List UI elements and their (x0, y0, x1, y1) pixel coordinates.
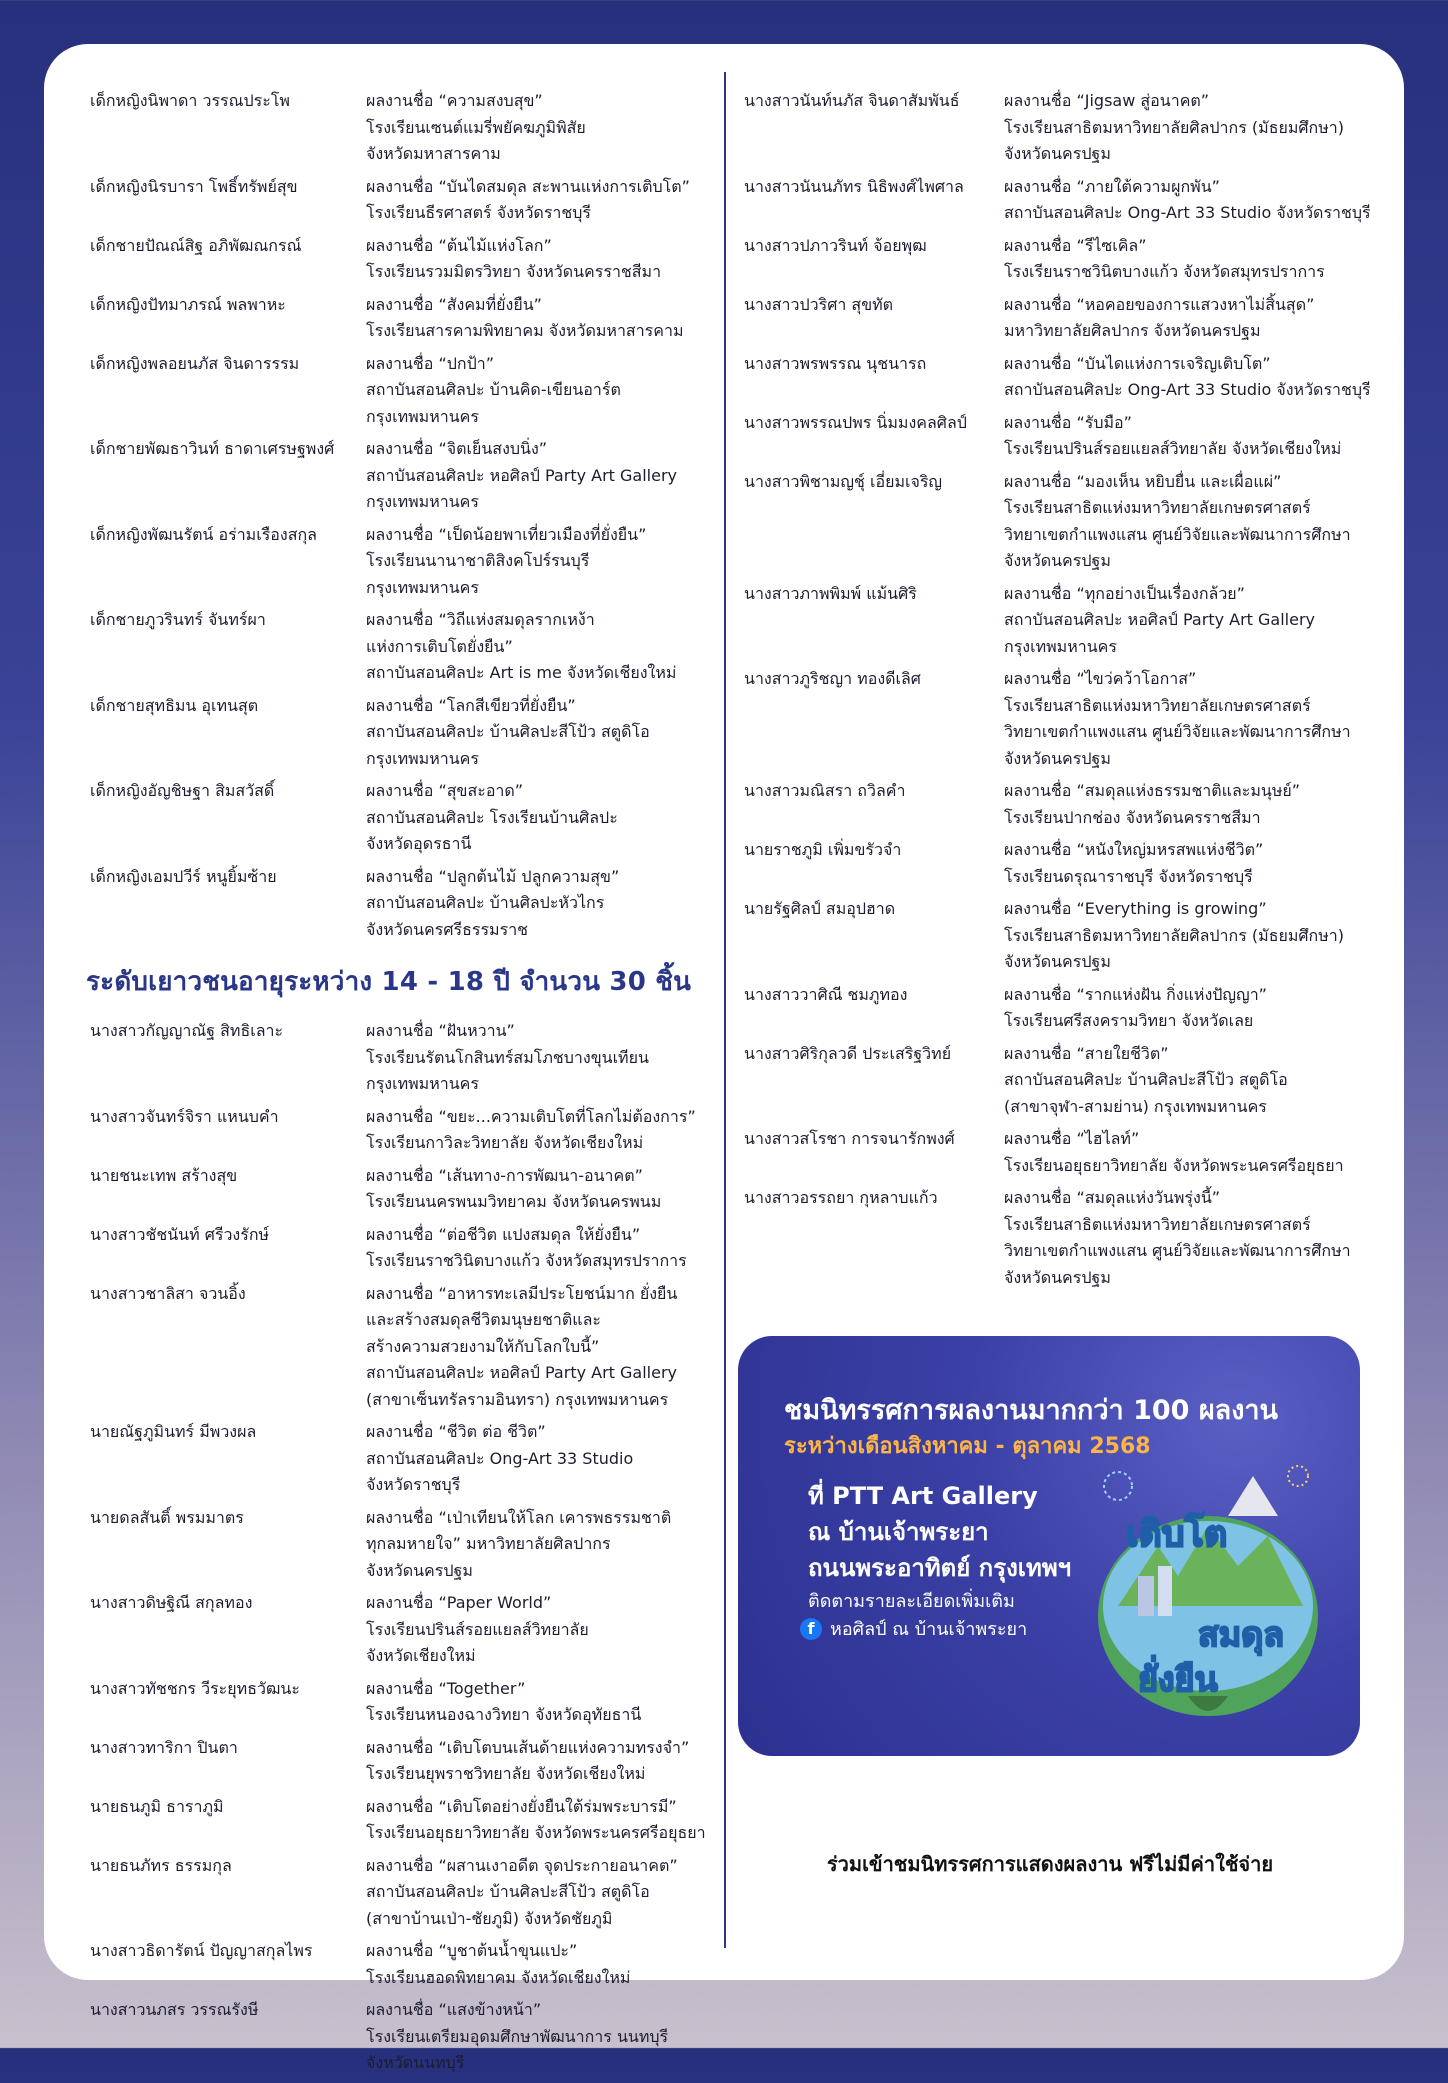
institution-line: จังหวัดนครปฐม (1004, 1267, 1111, 1287)
artwork-info (1004, 88, 1364, 168)
artwork-info (1004, 1041, 1364, 1121)
participant-entry (744, 666, 1364, 772)
artwork-info (1004, 351, 1371, 404)
venue-line: ถนนพระอาทิตย์ กรุงเทพฯ (808, 1554, 1072, 1582)
participant-entry (90, 1676, 716, 1729)
exhibition-banner (738, 1336, 1360, 1756)
artwork-title: ผลงานชื่อ “หนังใหญ่มหรสพแห่งชีวิต” (1004, 840, 1264, 859)
institution-line: สถาบันสอนศิลปะ Art is me จังหวัดเชียงใหม่ (366, 663, 677, 682)
artwork-info (1004, 896, 1364, 976)
artwork-info (366, 1163, 716, 1216)
institution-line: (สาขาบ้านเป่า-ชัยภูมิ) จังหวัดชัยภูมิ (366, 1908, 613, 1928)
participant-entry (90, 1590, 716, 1670)
artwork-title: ผลงานชื่อ “เติบโตบนเส้นด้ายแห่งความทรงจำ” (366, 1737, 690, 1757)
participant-name: นางสาววาศิณี ชมภูทอง (744, 984, 908, 1004)
participant-name: นางสาวดิษฐิณี สกุลทอง (90, 1593, 253, 1612)
participant-entry (90, 1104, 716, 1157)
institution-line: โรงเรียนเตรียมอุดมศึกษาพัฒนาการ นนทบุรี (366, 2026, 669, 2046)
entry-list-youth-continued (744, 88, 1371, 1291)
institution-line: โรงเรียนปรินส์รอยแยลส์วิทยาลัย จังหวัดเชียงใหม่ (1004, 439, 1342, 458)
artwork-title: ผลงานชื่อ “ผสานเงาอดีต จุดประกายอนาคต” (366, 1855, 678, 1875)
artwork-title: ผลงานชื่อ “เติบโตอย่างยั่งยืนใต้ร่มพระบารมี” (366, 1796, 677, 1816)
participant-name: เด็กหญิงปัทมาภรณ์ พลพาหะ (90, 294, 286, 314)
participant-entry (90, 693, 716, 773)
artwork-info (1004, 469, 1364, 575)
participant-name: นางสาวทัชชกร วีระยุทธวัฒนะ (90, 1678, 300, 1698)
participant-name: นางสาวสโรชา การจนารักพงศ์ (744, 1129, 955, 1148)
institution-line: สร้างความสวยงามให้กับโลกใบนี้” (366, 1336, 600, 1356)
artwork-info (366, 436, 716, 516)
participant-entry (90, 1853, 716, 1933)
entry-list-children (90, 88, 716, 943)
artwork-title: ผลงานชื่อ “บันไดแห่งการเจริญเติบโต” (1004, 353, 1271, 373)
participant-entry (90, 1163, 716, 1216)
participant-name: นางสาวนภสร วรรณรังษี (90, 2000, 259, 2019)
participant-name: เด็กหญิงนิพาดา วรรณประโพ (90, 91, 290, 110)
artwork-info (366, 607, 716, 687)
institution-line: โรงเรียนฮอดพิทยาคม จังหวัดเชียงใหม่ (366, 1967, 631, 1987)
institution-line: โรงเรียนอยุธยาวิทยาลัย จังหวัดพระนครศรีอยุธยา (1004, 1155, 1344, 1175)
banner-date: ระหว่างเดือนสิงหาคม - ตุลาคม 2568 (784, 1434, 1151, 1459)
artwork-info (1004, 410, 1364, 463)
participant-name: เด็กหญิงเอมปวีร์ หนูยิ้มซ้าย (90, 866, 277, 886)
participant-entry (744, 837, 1364, 890)
institution-line: โรงเรียนนครพนมวิทยาคม จังหวัดนครพนม (366, 1192, 662, 1211)
institution-line: กรุงเทพมหานคร (366, 1074, 479, 1093)
institution-line: จังหวัดนครปฐม (1004, 551, 1111, 570)
artwork-info (366, 1222, 716, 1275)
participant-entry (90, 88, 716, 168)
institution-line: โรงเรียนกาวิละวิทยาลัย จังหวัดเชียงใหม่ (366, 1133, 644, 1152)
artwork-info (366, 693, 716, 773)
left-column (86, 88, 716, 2083)
participant-entry (744, 174, 1371, 227)
artwork-title: ผลงานชื่อ “ความสงบสุข” (366, 91, 543, 110)
artwork-info (1004, 982, 1364, 1035)
participant-name: นางสาวภูริชญา ทองดีเลิศ (744, 669, 921, 688)
venue-line: ที่ PTT Art Gallery (808, 1482, 1038, 1510)
participant-name: นางสาวมณิสรา ถวิลคำ (744, 781, 906, 800)
artwork-title: ผลงานชื่อ “จิตเย็นสงบนิ่ง” (366, 439, 548, 458)
institution-line: โรงเรียนเซนต์แมรี่พยัคฆภูมิพิสัย (366, 117, 586, 137)
institution-line: สถาบันสอนศิลปะ บ้านศิลปะหัวไกร (366, 893, 605, 912)
participant-name: นางสาวนันนภัทร นิธิพงศ์ไพศาล (744, 176, 964, 196)
artwork-info (1004, 778, 1364, 831)
artwork-title: ผลงานชื่อ “แสงข้างหน้า” (366, 2000, 542, 2019)
institution-line: สถาบันสอนศิลปะ หอศิลป์ Party Art Gallery (366, 465, 678, 485)
institution-line: โรงเรียนอยุธยาวิทยาลัย จังหวัดพระนครศรีอยุธยา (366, 1823, 706, 1842)
column-divider (724, 72, 726, 1948)
participant-name: นายณัฐภูมินทร์ มีพวงผล (90, 1422, 257, 1441)
artwork-title: ผลงานชื่อ “สุขสะอาด” (366, 781, 524, 800)
institution-line: จังหวัดนครปฐม (1004, 952, 1111, 971)
institution-line: สถาบันสอนศิลปะ โรงเรียนบ้านศิลปะ (366, 807, 618, 827)
institution-line: (สาขาจุฬา-สามย่าน) กรุงเทพมหานคร (1004, 1096, 1267, 1116)
institution-line: โรงเรียนสารคามพิทยาคม จังหวัดมหาสารคาม (366, 321, 684, 340)
institution-line: จังหวัดมหาสารคาม (366, 144, 501, 163)
participant-entry (90, 1938, 716, 1991)
participant-name: นางสาวชาลิสา จวนอิ้ง (90, 1283, 246, 1303)
artwork-title: ผลงานชื่อ “Jigsaw สู่อนาคต” (1004, 91, 1210, 110)
participant-entry (90, 1794, 716, 1847)
institution-line: จังหวัดนนทบุรี (366, 2053, 465, 2072)
institution-line: โรงเรียนสาธิตแห่งมหาวิทยาลัยเกษตรศาสตร์ (1004, 498, 1311, 517)
participant-name: เด็กหญิงพลอยนภัส จินดารรรม (90, 353, 300, 373)
participant-name: เด็กชายปัณณ์สิฐ อภิพัฒณกรณ์ (90, 235, 302, 255)
participant-entry (90, 1419, 716, 1499)
artwork-info (1004, 581, 1364, 661)
participant-name: นายราชภูมิ เพิ่มขรัวจำ (744, 840, 902, 859)
venue-line: ณ บ้านเจ้าพระยา (808, 1518, 989, 1546)
institution-line: และสร้างสมดุลชีวิตมนุษยชาติและ (366, 1310, 601, 1329)
institution-line: กรุงเทพมหานคร (366, 492, 479, 511)
institution-line: กรุงเทพมหานคร (1004, 636, 1117, 656)
artwork-title: ผลงานชื่อ “Everything is growing” (1004, 899, 1267, 918)
artwork-title: ผลงานชื่อ “บูชาต้นน้ำขุนแปะ” (366, 1941, 578, 1960)
institution-line: สถาบันสอนศิลปะ บ้านศิลปะสีโป้ว สตูดิโอ (366, 722, 650, 741)
participant-entry (744, 896, 1364, 976)
participant-name: นางสาวจันทร์จิรา แหนบคำ (90, 1106, 279, 1126)
artwork-title: ผลงานชื่อ “ขยะ...ความเติบโตที่โลกไม่ต้องการ” (366, 1106, 696, 1126)
artwork-title: ผลงานชื่อ “ปกป้า” (366, 353, 495, 373)
artwork-info (366, 864, 716, 944)
artwork-title: ผลงานชื่อ “เป็ดน้อยพาเที่ยวเมืองที่ยั่งยืน” (366, 524, 647, 544)
artwork-info (366, 292, 716, 345)
participant-name: นายธนภูมิ ธาราภูมิ (90, 1796, 224, 1816)
institution-line: โรงเรียนรวมมิตรวิทยา จังหวัดนครราชสีมา (366, 262, 662, 281)
participant-entry (744, 469, 1364, 575)
artwork-title: ผลงานชื่อ “ไฮไลท์” (1004, 1129, 1140, 1148)
artwork-title: ผลงานชื่อ “สมดุลแห่งวันพรุ่งนี้” (1004, 1188, 1221, 1207)
participant-entry (744, 982, 1364, 1035)
artwork-title: ผลงานชื่อ “ชีวิต ต่อ ชีวิต” (366, 1422, 546, 1441)
facebook-page-name: หอศิลป์ ณ บ้านเจ้าพระยา (830, 1619, 1028, 1640)
artwork-title: ผลงานชื่อ “อาหารทะเลมีประโยชน์มาก ยั่งยืน (366, 1283, 678, 1303)
section-heading-youth: ระดับเยาวชนอายุระหว่าง 14 - 18 ปี จำนวน 30 ชิ้น (86, 967, 692, 997)
artwork-info (1004, 233, 1364, 286)
institution-line: สถาบันสอนศิลปะ Ong-Art 33 Studio จังหวัดราชบุรี (1004, 380, 1371, 399)
participant-name: นางสาวชัชนันท์ ศรีวงรักษ์ (90, 1224, 270, 1244)
participant-entry (90, 864, 716, 944)
artwork-info (366, 1853, 716, 1933)
artwork-info (1004, 837, 1364, 890)
participant-entry (90, 1505, 716, 1585)
artwork-title: ผลงานชื่อ “Paper World” (366, 1593, 552, 1612)
participant-name: เด็กชายภูวรินทร์ จันทร์ผา (90, 610, 266, 629)
institution-line: โรงเรียนสาธิตมหาวิทยาลัยศิลปากร (มัธยมศึกษา) (1004, 117, 1344, 137)
artwork-info (366, 174, 716, 227)
participant-name: นางสาวศิริกุลวดี ประเสริฐวิทย์ (744, 1043, 952, 1063)
institution-line: จังหวัดนครปฐม (366, 1560, 473, 1580)
participant-name: นางสาวภาพพิมพ์ แม้นศิริ (744, 583, 917, 603)
institution-line: โรงเรียนศรีสงครามวิทยา จังหวัดเลย (1004, 1011, 1254, 1030)
participant-entry (90, 1735, 716, 1788)
institution-line: (สาขาเซ็นทรัลรามอินทรา) กรุงเทพมหานคร (366, 1389, 669, 1409)
artwork-info (1004, 1126, 1364, 1179)
globe-illustration (1078, 1456, 1338, 1736)
facebook-icon: f (800, 1618, 822, 1640)
participant-name: เด็กหญิงนิรบารา โพธิ์ทรัพย์สุข (90, 176, 298, 196)
artwork-info (366, 1735, 716, 1788)
art-word-grow: เติบโต (1126, 1514, 1228, 1555)
institution-line: โรงเรียนสาธิตแห่งมหาวิทยาลัยเกษตรศาสตร์ (1004, 1214, 1311, 1234)
institution-line: โรงเรียนปากช่อง จังหวัดนครราชสีมา (1004, 807, 1261, 827)
institution-line: มหาวิทยาลัยศิลปากร จังหวัดนครปฐม (1004, 321, 1261, 340)
participant-entry (744, 88, 1364, 168)
artwork-info (366, 1794, 716, 1847)
artwork-title: ผลงานชื่อ “ไขว่คว้าโอกาส” (1004, 669, 1197, 688)
institution-line: สถาบันสอนศิลปะ บ้านคิด-เขียนอาร์ต (366, 380, 621, 399)
institution-line: โรงเรียนนานาชาติสิงคโปร์รนบุรี (366, 551, 590, 570)
artwork-title: ผลงานชื่อ “โลกสีเขียวที่ยั่งยืน” (366, 695, 576, 715)
art-word-balance: สมดุล (1198, 1615, 1285, 1655)
artwork-info (366, 351, 716, 431)
artwork-info (366, 1419, 716, 1499)
artwork-title: ผลงานชื่อ “สมดุลแห่งธรรมชาติและมนุษย์” (1004, 781, 1301, 800)
participant-entry (744, 581, 1364, 661)
institution-line: โรงเรียนดรุณาราชบุรี จังหวัดราชบุรี (1004, 866, 1253, 886)
participant-name: นายรัฐศิลป์ สมอุปฮาด (744, 899, 896, 918)
participant-entry (90, 436, 716, 516)
artwork-info (366, 1281, 716, 1414)
artwork-title: ผลงานชื่อ “เส้นทาง-การพัฒนา-อนาคต” (366, 1165, 643, 1185)
banner-title: ชมนิทรรศการผลงานมากกว่า 100 ผลงาน (784, 1395, 1279, 1426)
participant-name: นายธนภัทร ธรรมกุล (90, 1855, 232, 1875)
institution-line: สถาบันสอนศิลปะ Ong-Art 33 Studio จังหวัดราชบุรี (1004, 203, 1371, 222)
participant-name: เด็กชายพัฒธาวินท์ ธาดาเศรษฐพงศ์ (90, 439, 335, 458)
institution-line: แห่งการเติบโตยั่งยืน” (366, 636, 513, 656)
artwork-title: ผลงานชื่อ “Together” (366, 1678, 526, 1698)
right-column (744, 88, 1371, 1297)
participant-name: นายดลสันติ์ พรมมาตร (90, 1507, 244, 1527)
participant-name: เด็กหญิงพัฒนรัตน์ อร่ามเรืองสกุล (90, 524, 317, 544)
participant-name: เด็กชายสุทธิมน อุเทนสุต (90, 695, 259, 715)
participant-entry (90, 778, 716, 858)
institution-line: วิทยาเขตกำแพงแสน ศูนย์วิจัยและพัฒนาการศึกษา (1004, 524, 1351, 544)
artwork-title: ผลงานชื่อ “ฝันหวาน” (366, 1021, 515, 1040)
artwork-info (366, 1505, 716, 1585)
participant-entry (744, 1126, 1364, 1179)
participant-entry (744, 292, 1364, 345)
artwork-info (366, 1997, 716, 2077)
artwork-title: ผลงานชื่อ “หอคอยของการแสวงหาไม่สิ้นสุด” (1004, 294, 1315, 314)
institution-line: โรงเรียนสาธิตมหาวิทยาลัยศิลปากร (มัธยมศึกษา) (1004, 925, 1344, 945)
participant-entry (90, 1222, 716, 1275)
participant-entry (90, 233, 716, 286)
institution-line: สถาบันสอนศิลปะ บ้านศิลปะสีโป้ว สตูดิโอ (1004, 1070, 1288, 1089)
artwork-title: ผลงานชื่อ “ปลูกต้นไม้ ปลูกความสุข” (366, 866, 620, 886)
participant-name: เด็กหญิงอัญชิษฐา สิมสวัสดิ์ (90, 781, 275, 800)
banner-venue (808, 1478, 1071, 1586)
institution-line: สถาบันสอนศิลปะ Ong-Art 33 Studio (366, 1448, 634, 1468)
participant-name: นางสาวปวริศา สุขทัต (744, 294, 894, 314)
institution-line: โรงเรียนราชวินิตบางแก้ว จังหวัดสมุทรปราการ (366, 1251, 687, 1270)
artwork-title: ผลงานชื่อ “ภายใต้ความผูกพัน” (1004, 176, 1220, 196)
artwork-info (366, 778, 716, 858)
participant-entry (744, 1041, 1364, 1121)
participant-name: นางสาวพรพรรณ นุชนารถ (744, 353, 927, 373)
artwork-info (1004, 1185, 1364, 1291)
artwork-info (366, 1938, 716, 1991)
institution-line: กรุงเทพมหานคร (366, 406, 479, 426)
institution-line: จังหวัดเชียงใหม่ (366, 1646, 476, 1665)
banner-follow-text: ติดตามรายละเอียดเพิ่มเติม (808, 1591, 1015, 1612)
participant-name: นางสาวพิชามญชุ์ เอี่ยมเจริญ (744, 471, 943, 491)
artwork-info (366, 1590, 716, 1670)
institution-line: โรงเรียนหนองฉางวิทยา จังหวัดอุทัยธานี (366, 1705, 642, 1724)
artwork-info (1004, 292, 1364, 345)
institution-line: กรุงเทพมหานคร (366, 577, 479, 597)
participant-name: นางสาวพรรณปพร นิ่มมงคลศิลป์ (744, 412, 967, 432)
artwork-info (1004, 666, 1364, 772)
institution-line: จังหวัดนครปฐม (1004, 748, 1111, 768)
institution-line: สถาบันสอนศิลปะ บ้านศิลปะสีโป้ว สตูดิโอ (366, 1882, 650, 1901)
participant-entry (90, 1018, 716, 1098)
participant-entry (90, 607, 716, 687)
participant-entry (90, 292, 716, 345)
artwork-title: ผลงานชื่อ “มองเห็น หยิบยื่น และเผื่อแผ่” (1004, 471, 1282, 491)
participant-entry (744, 778, 1364, 831)
institution-line: โรงเรียนรัตนโกสินทร์สมโภชบางขุนเทียน (366, 1047, 649, 1067)
participant-name: นายชนะเทพ สร้างสุข (90, 1165, 238, 1185)
artwork-info (366, 1104, 716, 1157)
free-admission-note: ร่วมเข้าชมนิทรรศการแสดงผลงาน ฟรีไม่มีค่าใช้จ่าย (826, 1852, 1274, 1876)
participant-name: นางสาวกัญญาณัฐ สิทธิเลาะ (90, 1021, 284, 1040)
participant-name: นางสาวปภาวรินท์ จ้อยพุฒ (744, 235, 927, 255)
artwork-title: ผลงานชื่อ “ทุกอย่างเป็นเรื่องกล้วย” (1004, 583, 1245, 603)
participant-name: นางสาวนันท์นภัส จินดาสัมพันธ์ (744, 91, 960, 110)
artwork-title: ผลงานชื่อ “รับมือ” (1004, 412, 1132, 432)
participant-entry (90, 522, 716, 602)
institution-line: โรงเรียนธีรศาสตร์ จังหวัดราชบุรี (366, 203, 592, 222)
institution-line: กรุงเทพมหานคร (366, 748, 479, 768)
participant-name: นางสาวธิดารัตน์ ปัญญาสกุลไพร (90, 1941, 313, 1960)
artwork-info (1004, 174, 1371, 227)
institution-line: วิทยาเขตกำแพงแสน ศูนย์วิจัยและพัฒนาการศึกษา (1004, 1241, 1351, 1260)
participant-entry (90, 351, 716, 431)
artwork-title: ผลงานชื่อ “ต้นไม้แห่งโลก” (366, 235, 552, 255)
artwork-info (366, 88, 716, 168)
participant-entry (744, 1185, 1364, 1291)
participant-entry (90, 1281, 716, 1414)
artwork-title: ผลงานชื่อ “บันไดสมดุล สะพานแห่งการเติบโต” (366, 176, 690, 196)
artwork-info (366, 1018, 716, 1098)
artwork-title: ผลงานชื่อ “เป่าเทียนให้โลก เคารพธรรมชาติ (366, 1507, 672, 1527)
entry-list-youth (90, 1018, 716, 2077)
institution-line: สถาบันสอนศิลปะ หอศิลป์ Party Art Gallery (366, 1363, 678, 1382)
institution-line: สถาบันสอนศิลปะ หอศิลป์ Party Art Gallery (1004, 610, 1316, 629)
participant-entry (744, 233, 1364, 286)
artwork-title: ผลงานชื่อ “ต่อชีวิต แปงสมดุล ให้ยั่งยืน” (366, 1224, 641, 1244)
artwork-title: ผลงานชื่อ “สังคมที่ยั่งยืน” (366, 294, 542, 314)
institution-line: จังหวัดอุดรธานี (366, 834, 472, 853)
artwork-title: ผลงานชื่อ “รีไซเคิล” (1004, 235, 1147, 255)
artwork-title: ผลงานชื่อ “รากแห่งฝัน กิ่งแห่งปัญญา” (1004, 984, 1267, 1004)
institution-line: จังหวัดนครปฐม (1004, 144, 1111, 163)
institution-line: โรงเรียนยุพราชวิทยาลัย จังหวัดเชียงใหม่ (366, 1764, 646, 1783)
participant-entry (744, 410, 1364, 463)
artwork-info (366, 233, 716, 286)
artwork-title: ผลงานชื่อ “สายใยชีวิต” (1004, 1043, 1169, 1063)
participant-entry (90, 174, 716, 227)
institution-line: ทุกลมหายใจ” มหาวิทยาลัยศิลปากร (366, 1534, 611, 1553)
institution-line: โรงเรียนสาธิตแห่งมหาวิทยาลัยเกษตรศาสตร์ (1004, 695, 1311, 715)
participant-entry (90, 1997, 716, 2077)
participant-name: นางสาวอรรถยา กุหลาบแก้ว (744, 1188, 938, 1207)
institution-line: โรงเรียนปรินส์รอยแยลส์วิทยาลัย (366, 1619, 589, 1639)
institution-line: โรงเรียนราชวินิตบางแก้ว จังหวัดสมุทรปราการ (1004, 262, 1325, 281)
art-word-sustain: ยั่งยืน (1138, 1660, 1218, 1700)
facebook-page-link[interactable] (800, 1614, 1027, 1643)
institution-line: วิทยาเขตกำแพงแสน ศูนย์วิจัยและพัฒนาการศึกษา (1004, 722, 1351, 741)
institution-line: จังหวัดนครศรีธรรมราช (366, 919, 529, 939)
participant-name: นางสาวทาริกา ปินตา (90, 1737, 238, 1757)
participant-entry (744, 351, 1371, 404)
artwork-info (366, 1676, 716, 1729)
artwork-info (366, 522, 716, 602)
institution-line: จังหวัดราชบุรี (366, 1475, 461, 1494)
artwork-title: ผลงานชื่อ “วิถีแห่งสมดุลรากเหง้า (366, 610, 595, 629)
